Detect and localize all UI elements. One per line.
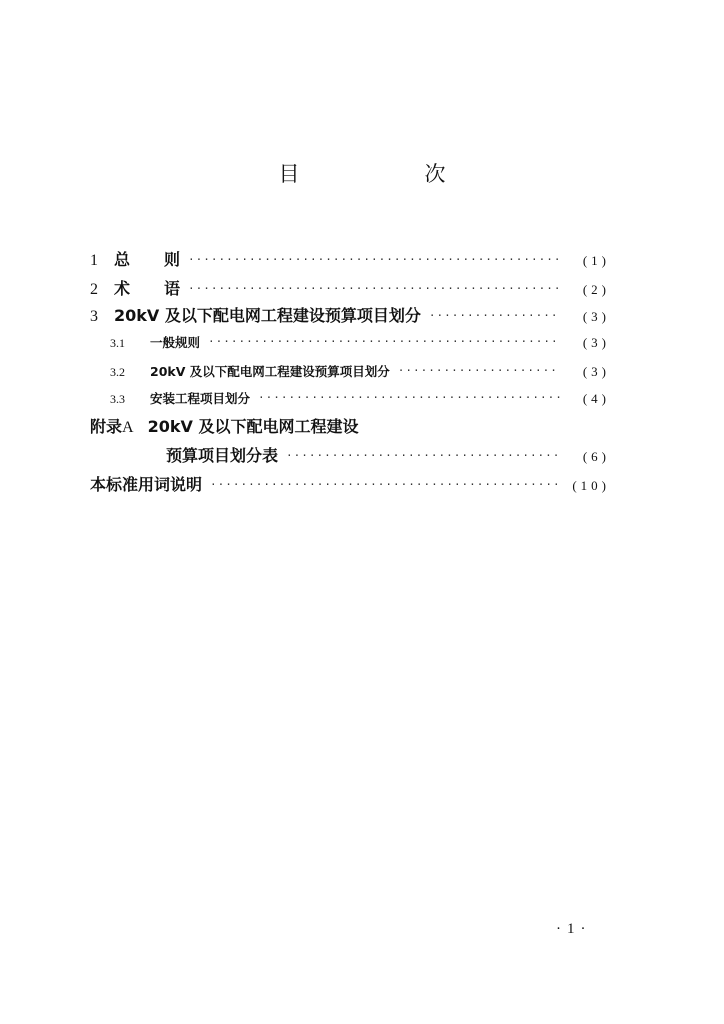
toc-entry-number: 3 (90, 308, 98, 325)
toc-entry-page: (3) (582, 335, 610, 350)
toc-entry-division[interactable] (90, 303, 610, 327)
toc-entry-number: 1 (90, 252, 98, 269)
toc-entry-label: 20kV 及以下配电网工程建设预算项目划分 (150, 364, 390, 379)
dot-leader (258, 391, 560, 404)
appendix-prefix: 附录 (90, 417, 123, 436)
toc-entry-label: 本标准用词说明 (90, 475, 203, 494)
toc-entry-label: 安装工程项目划分 (150, 391, 251, 406)
toc-entry-page: (3) (582, 309, 610, 324)
toc-entry-label: 术语 (114, 279, 181, 298)
toc-entry-page: (2) (582, 282, 610, 297)
dot-leader (188, 282, 560, 295)
toc-entry-page: (4) (582, 391, 610, 406)
dot-leader (286, 449, 560, 462)
toc-entry-page: (3) (582, 364, 610, 379)
appendix-title-line1: 20kV 及以下配电网工程建设 (147, 417, 359, 436)
toc-entry-number: 3.1 (110, 336, 125, 350)
dot-leader (398, 364, 560, 377)
toc-entry-label: 总则 (114, 250, 181, 269)
toc-entry-label: 一般规则 (150, 335, 201, 350)
toc-entry-appendix-heading[interactable] (90, 414, 358, 437)
dot-leader (429, 309, 560, 322)
toc-entry-budget-division[interactable] (90, 362, 610, 386)
toc-entry-installation[interactable] (90, 389, 610, 413)
page-title: 目 次 (278, 162, 498, 186)
toc-entry-appendix[interactable] (166, 443, 610, 467)
toc-entry-page: (6) (582, 449, 610, 464)
appendix-letter: A (122, 419, 134, 436)
toc-entry-number: 3.3 (110, 392, 125, 406)
toc-entry-wording-explanation[interactable] (90, 472, 610, 496)
toc-entry-label: 20kV 及以下配电网工程建设预算项目划分 (114, 306, 421, 325)
toc-entry-page: (10) (572, 478, 610, 493)
appendix-title-line2: 预算项目划分表 (166, 446, 279, 465)
toc-entry-number: 3.2 (110, 365, 125, 379)
toc-entry-general-rules[interactable] (90, 333, 610, 357)
toc-entry-page: (1) (582, 253, 610, 268)
dot-leader (210, 478, 560, 491)
page-number: ·1· (556, 921, 592, 937)
toc-entry-general[interactable] (90, 247, 610, 271)
dot-leader (208, 335, 560, 348)
dot-leader (188, 253, 560, 266)
toc-entry-terms[interactable] (90, 276, 610, 300)
toc-entry-number: 2 (90, 281, 98, 298)
